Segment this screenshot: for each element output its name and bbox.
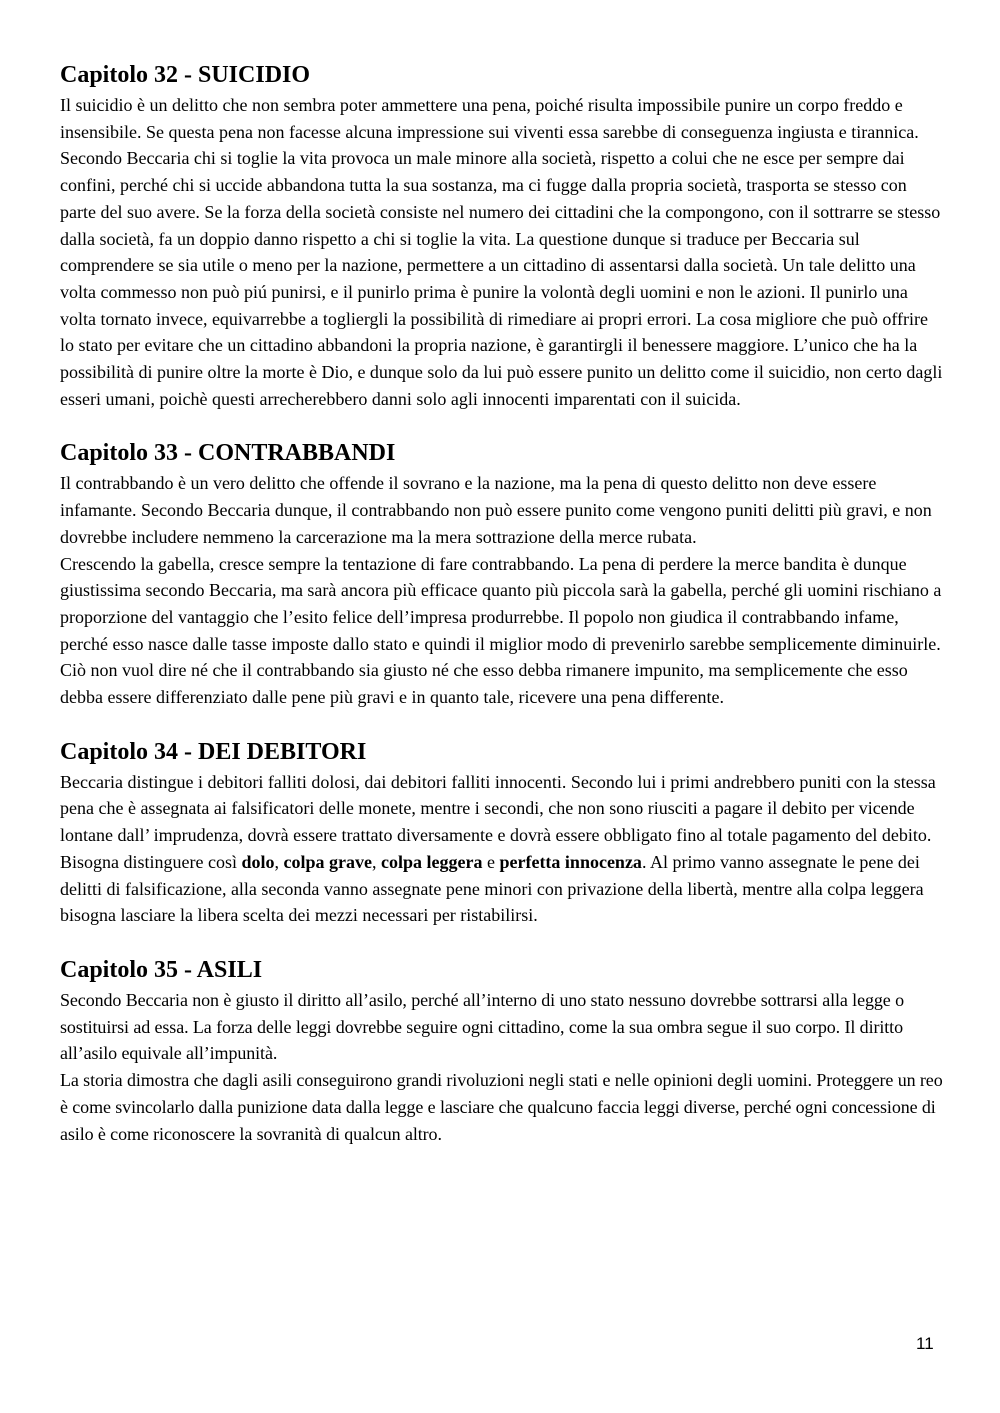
chapter-34-text-a: Beccaria distingue i debitori falliti dolosi, dai debitori falliti innocenti. Secondo lui i primi andrebbero puniti con la stessa pena che è assegnata ai falsificatori delle monete, mentre i secondi, che non sono riusciti a pagare il debito per vicende lontane dall’ imprudenza, dovrà essere trattato diversamente e dovrà essere obbligato fino al totale pagamento del debito. Bisogna distinguere così	[60, 771, 936, 872]
chapter-35-title: Capitolo 35 - ASILI	[60, 956, 263, 983]
chapter-33-paragraph-2: Crescendo la gabella, cresce sempre la tentazione di fare contrabbando. La pena di perdere la merce bandita è dunque giustissima secondo Beccaria, ma sarà ancora più efficace quanto più piccola sarà la gabella, perché gli uomini rischiano a proporzione del vantaggio che l’esito felice dell’impresa produrrebbe. Il popolo non giudica il contrabbando infame, perché esso nasce dalle tasse imposte dallo stato e quindi il miglior modo di prevenirlo sarebbe semplicemente diminuirle. Ciò non vuol dire né che il contrabbando sia giusto né che esso debba rimanere impunito, ma semplicemente che esso debba essere differenziato dalle pene più gravi e in quanto tale, ricevere una pena differente.	[60, 553, 942, 708]
chapter-33-paragraph-1: Il contrabbando è un vero delitto che offende il sovrano e la nazione, ma la pena di questo delitto non deve essere infamante. Secondo Beccaria dunque, il contrabbando non può essere punito come vengono puniti delitti più gravi, e non dovrebbe includere nemmeno la carcerazione ma la mera sottrazione della merce rubata.	[60, 473, 932, 547]
page-number: 11	[916, 1334, 934, 1353]
bold-term-colpa-grave: colpa grave	[283, 851, 372, 872]
chapter-34-title: Capitolo 34 - DEI DEBITORI	[60, 738, 367, 765]
chapter-34-paragraph-1	[60, 769, 945, 929]
bold-term-colpa-leggera: colpa leggera	[380, 851, 483, 872]
chapter-32-paragraph-2: Secondo Beccaria chi si toglie la vita provoca un male minore alla società, rispetto a colui che ne esce per sempre dai confini, perché chi si uccide abbandona tutta la sua sostanza, ma ci fugge dalla propria società, trasporta se stesso con parte del suo avere. Se la forza della società consiste nel numero dei cittadini che la compongono, con il sottrarre se stesso dalla società, fa un doppio danno rispetto a chi si toglie la vita. La questione dunque si traduce per Beccaria sul comprendere se sia utile o meno per la nazione, permettere a un cittadino di assentarsi dalla società. Un tale delitto una volta commesso non può piú punirsi, e il punirlo prima è punire la volontà degli uomini e non le azioni. Il punirlo una volta tornato invece, equivarrebbe a togliergli la possibilità di rimediare ai propri errori. La cosa migliore che può offrire lo stato per evitare che un cittadino abbandoni la propria nazione, è garantirgli il benessere maggiore. L’unico che ha la possibilità di punire oltre la morte è Dio, e dunque solo da lui può essere punito un delitto come il suicidio, non certo dagli esseri umani, poichè questi arrecherebbero danni solo agli innocenti imparentati con il suicida.	[60, 148, 943, 409]
chapter-34-text-b: . Al primo vanno assegnate le pene dei delitti di falsificazione, alla seconda vanno assegnate pene minori con privazione della libertà, mentre alla colpa leggera bisogna lasciare la libera scelta dei mezzi necessari per ristabilirsi.	[60, 851, 924, 926]
chapter-32-title: Capitolo 32 - SUICIDIO	[60, 62, 311, 88]
document-page	[60, 58, 945, 1171]
chapter-33	[60, 436, 945, 710]
chapter-35-paragraph-1: Secondo Beccaria non è giusto il diritto all’asilo, perché all’interno di uno stato nessuno dovrebbe sottrarsi alla legge o sostituirsi ad essa. La forza delle leggi dovrebbe seguire ogni cittadino, come la sua ombra segue il suo corpo. Il diritto all’asilo equivale all’impunità.	[60, 989, 904, 1064]
chapter-35	[60, 953, 945, 1147]
chapter-32-paragraph-1: Il suicidio è un delitto che non sembra poter ammettere una pena, poiché risulta impossibile punire un corpo freddo e insensibile. Se questa pena non facesse alcuna impressione sui viventi essa sarebbe di conseguenza ingiusta e tirannica.	[60, 95, 919, 142]
bold-term-dolo: dolo	[241, 851, 275, 872]
chapter-34	[60, 735, 945, 929]
chapter-35-paragraph-2: La storia dimostra che dagli asili conseguirono grandi rivoluzioni negli stati e nelle opinioni degli uomini. Proteggere un reo è come svincolarlo dalla punizione data dalla legge e lasciare che qualcuno faccia leggi diverse, perché ogni concessione di asilo è come riconoscere la sovranità di qualcun altro.	[60, 1070, 943, 1144]
separator-3: e	[482, 851, 500, 872]
bold-term-perfetta-innocenza: perfetta innocenza	[499, 851, 642, 872]
separator-1: ,	[274, 851, 284, 872]
chapter-32	[60, 58, 945, 412]
chapter-33-title: Capitolo 33 - CONTRABBANDI	[60, 440, 396, 467]
separator-2: ,	[371, 851, 381, 872]
